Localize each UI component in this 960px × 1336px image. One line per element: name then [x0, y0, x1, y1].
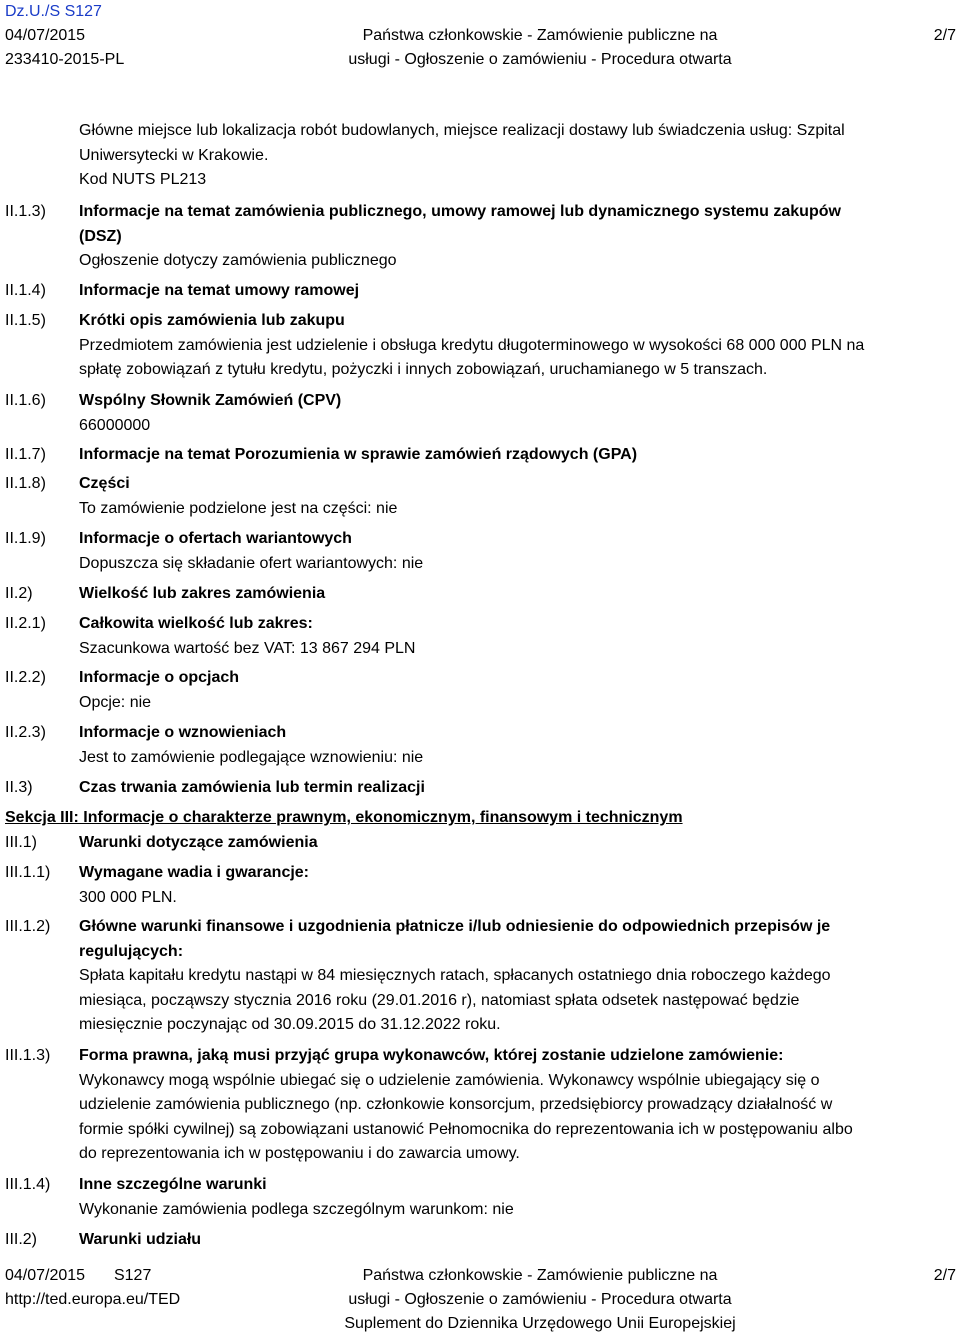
page-footer: [0, 1264, 960, 1334]
footer-date: 04/07/2015: [5, 1267, 86, 1284]
section-number: III.1.2): [5, 918, 51, 935]
section-heading: Informacje o opcjach: [79, 669, 240, 686]
journal-link[interactable]: Dz.U./S S127: [5, 3, 102, 20]
section-heading: Informacje na temat zamówienia publicznego, umowy ramowej lub dynamicznego systemu zakupów: [79, 203, 841, 220]
section-text: Jest to zamówienie podlegające wznowieniu: nie: [79, 748, 424, 766]
section-number: II.1.4): [5, 282, 46, 299]
section-number: II.1.3): [5, 203, 46, 220]
footer-title: [260, 1264, 820, 1336]
section-text-line1: Spłata kapitału kredytu nastąpi w 84 miesięcznych ratach, spłacanych ostatniego dnia roboczego każdego: [79, 967, 831, 984]
section-heading: Informacje o ofertach wariantowych: [79, 530, 352, 547]
section-text: Dopuszcza się składanie ofert wariantowych: nie: [79, 554, 424, 572]
section-heading: Całkowita wielkość lub zakres:: [79, 615, 313, 632]
section-number: III.1): [5, 834, 38, 851]
section-number: II.1.7): [5, 446, 46, 463]
section-text: To zamówienie podzielone jest na części: nie: [79, 499, 398, 517]
section-number: II.1.6): [5, 392, 46, 409]
section-text: Wykonanie zamówienia podlega szczególnym warunkom: nie: [79, 1200, 514, 1218]
nuts-code: Kod NUTS PL213: [79, 171, 207, 188]
section-number: II.2.3): [5, 724, 46, 741]
section-text: Ogłoszenie dotyczy zamówienia publicznego: [79, 252, 397, 269]
section-heading: Wspólny Słownik Zamówień (CPV): [79, 392, 342, 409]
location-line2: Uniwersytecki w Krakowie.: [79, 146, 269, 164]
deposit-amount: 300 000 PLN.: [79, 888, 177, 906]
section-III-title: Sekcja III: Informacje o charakterze prawnym, ekonomicznym, finansowym i technicznym: [5, 809, 683, 826]
section-number: II.2.1): [5, 615, 46, 632]
section-number: II.2): [5, 585, 33, 602]
footer-issue: S127: [113, 1267, 152, 1284]
notice-id: 233410-2015-PL: [5, 51, 125, 68]
footer-url[interactable]: http://ted.europa.eu/TED: [5, 1291, 181, 1308]
section-heading: Informacje na temat Porozumienia w sprawie zamówień rządowych (GPA): [79, 446, 638, 463]
section-heading: Warunki udziału: [79, 1231, 202, 1248]
section-heading: Informacje na temat umowy ramowej: [79, 282, 360, 299]
section-number: II.2.2): [5, 669, 46, 686]
section-number: III.1.1): [5, 864, 51, 881]
section-heading: Krótki opis zamówienia lub zakupu: [79, 312, 345, 329]
header-title-line1: Państwa członkowskie - Zamówienie publiczne na: [362, 27, 718, 44]
section-text-line3: formie spółki cywilnej) są zobowiązani ustanowić Pełnomocnika do reprezentowania ich w postępowaniu albo: [79, 1120, 853, 1138]
section-text-line4: do reprezentowania ich w postępowaniu i do zawarcia umowy.: [79, 1145, 520, 1162]
page-header: [0, 0, 960, 70]
section-text-line2: udzielenie zamówienia publicznego (np. członkowie konsorcjum, przedsiębiorcy prowadzący działalność w: [79, 1096, 833, 1113]
section-heading-cont: (DSZ): [79, 227, 122, 245]
footer-title-line3: Suplement do Dziennika Urzędowego Unii Europejskiej: [344, 1315, 736, 1332]
section-number: II.3): [5, 779, 33, 796]
section-number: II.1.9): [5, 530, 46, 547]
section-heading-cont: regulujących:: [79, 942, 184, 960]
section-text-line3: miesięcznie poczynając od 30.09.2015 do 31.12.2022 roku.: [79, 1016, 501, 1033]
section-heading: Główne warunki finansowe i uzgodnienia płatnicze i/lub odniesienie do odpowiednich przepisów je: [79, 918, 831, 935]
section-heading: Wymagane wadia i gwarancje:: [79, 864, 310, 881]
section-heading: Forma prawna, jaką musi przyjąć grupa wykonawców, której zostanie udzielone zamówienie:: [79, 1047, 784, 1064]
header-page-number: 2/7: [933, 27, 956, 44]
section-heading: Inne szczególne warunki: [79, 1176, 267, 1193]
location-line1: Główne miejsce lub lokalizacja robót budowlanych, miejsce realizacji dostawy lub świadczenia usług: Szpital: [79, 122, 845, 139]
section-text-line1: Przedmiotem zamówienia jest udzielenie i obsługa kredytu długoterminowego w wysokości 68 000 000 PLN na: [79, 336, 865, 354]
section-text-line2: miesiąca, począwszy stycznia 2016 roku (29.01.2016 r), natomiast spłata odsetek następować będzie: [79, 991, 800, 1009]
footer-date-issue: [5, 1264, 180, 1288]
section-text-line2: spłatę zobowiązań z tytułu kredytu, pożyczki i innych zobowiązań, uruchamianego w 5 transzach.: [79, 361, 768, 378]
section-text: Opcje: nie: [79, 693, 152, 711]
header-left: [5, 0, 124, 72]
header-date: 04/07/2015: [5, 27, 86, 44]
section-number: II.1.8): [5, 475, 46, 492]
cpv-code: 66000000: [79, 416, 151, 434]
section-heading: Czas trwania zamówienia lub termin realizacji: [79, 779, 425, 796]
section-heading: Części: [79, 475, 130, 492]
estimated-value: Szacunkowa wartość bez VAT: 13 867 294 PLN: [79, 639, 416, 657]
section-number: III.2): [5, 1231, 38, 1248]
footer-title-line1: Państwa członkowskie - Zamówienie publiczne na: [362, 1267, 718, 1284]
section-heading: Informacje o wznowieniach: [79, 724, 287, 741]
section-text-line1: Wykonawcy mogą wspólnie ubiegać się o udzielenie zamówienia. Wykonawcy wspólnie ubiegający się o: [79, 1071, 820, 1089]
header-title-line2: usługi - Ogłoszenie o zamówieniu - Procedura otwarta: [348, 51, 732, 68]
footer-title-line2: usługi - Ogłoszenie o zamówieniu - Procedura otwarta: [348, 1291, 732, 1308]
section-number: III.1.3): [5, 1047, 51, 1064]
header-title: [260, 24, 820, 72]
section-heading: Wielkość lub zakres zamówienia: [79, 585, 326, 602]
section-number: III.1.4): [5, 1176, 51, 1193]
footer-left: [5, 1264, 180, 1312]
section-heading: Warunki dotyczące zamówienia: [79, 834, 318, 851]
footer-page-number: 2/7: [933, 1267, 956, 1284]
section-number: II.1.5): [5, 312, 46, 329]
